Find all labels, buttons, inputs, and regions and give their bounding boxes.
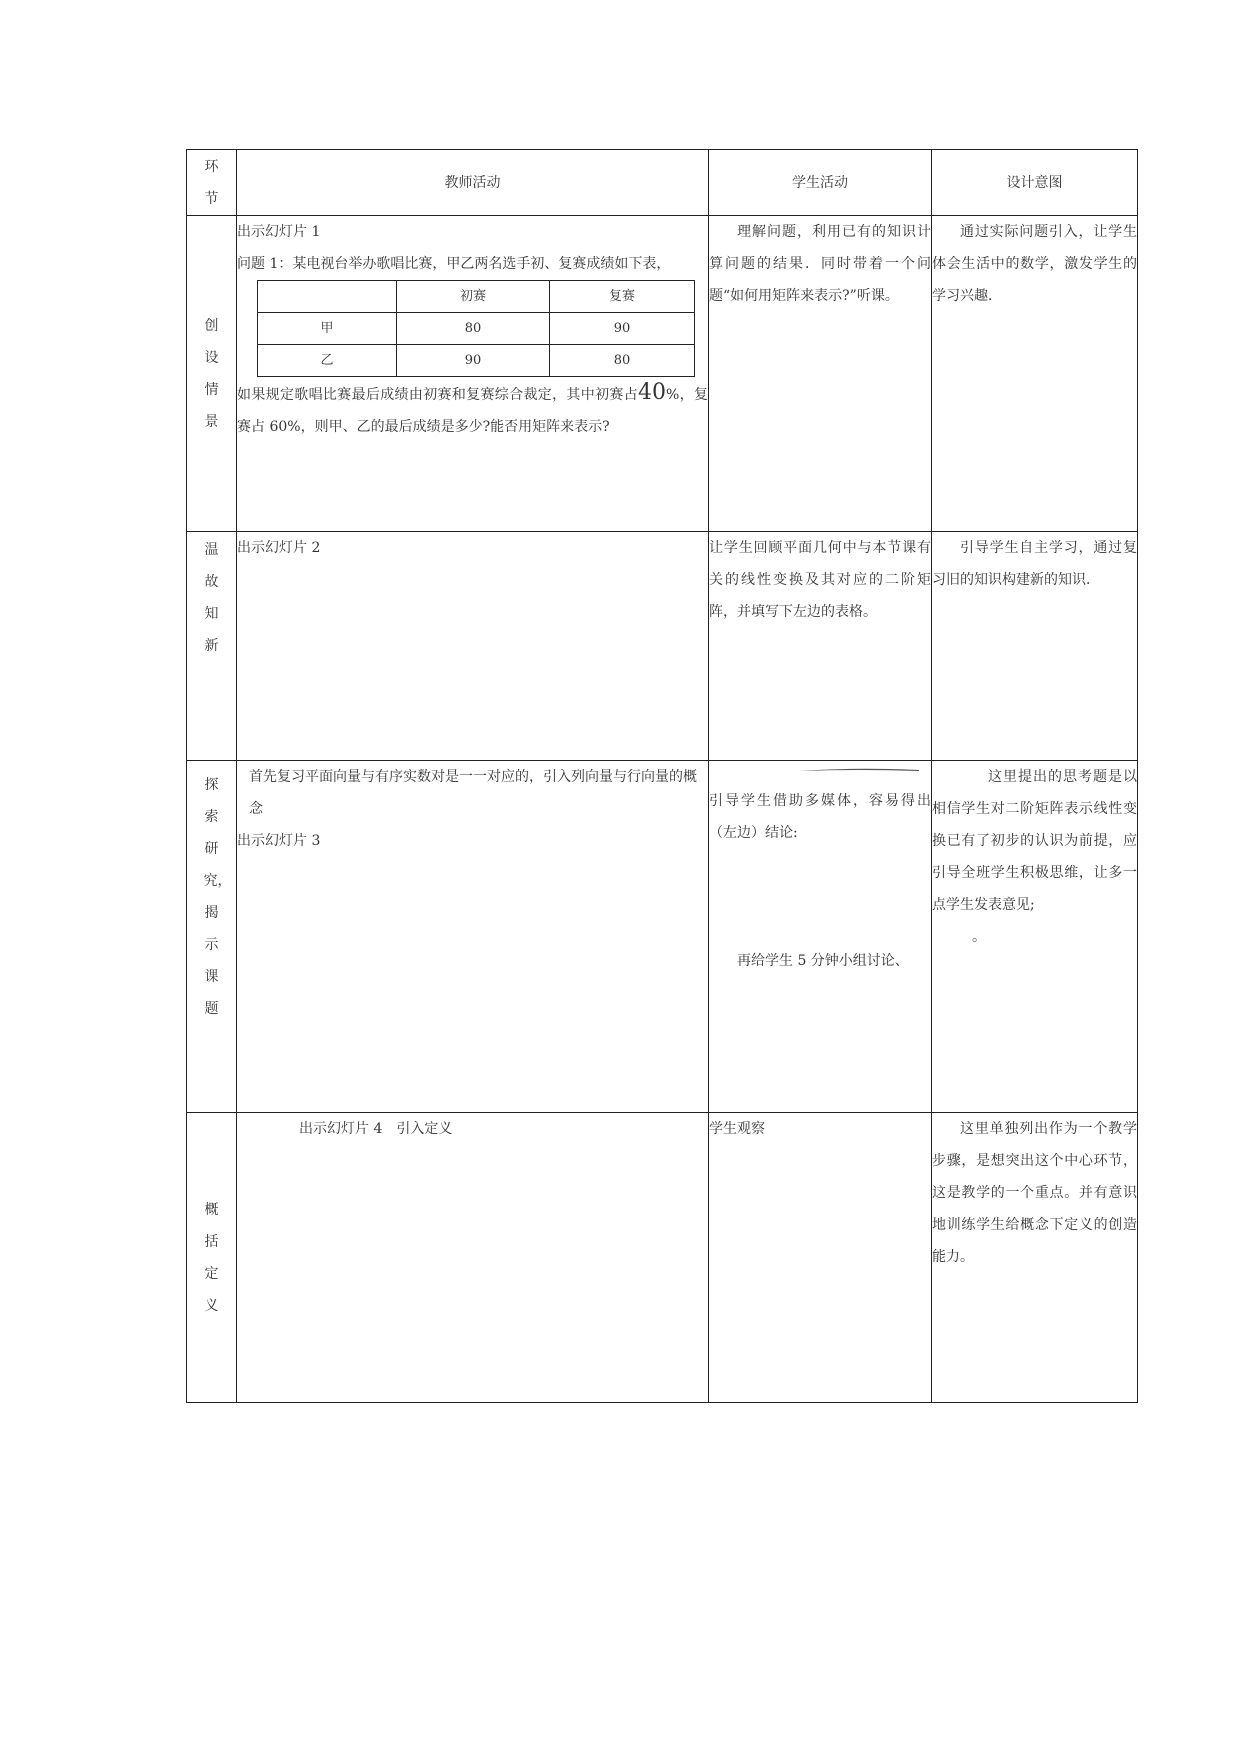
score-cell: 80 — [550, 345, 695, 377]
intent-cell — [932, 761, 1138, 1113]
student-cell: 学生观察 — [709, 1113, 932, 1403]
student-cell — [709, 761, 932, 1113]
slide-label: 出示幻灯片 4 引入定义 — [299, 1121, 453, 1137]
score-header-cell: 复赛 — [550, 281, 695, 313]
header-row — [187, 150, 1138, 216]
intent-text: 这里提出的思考题是以相信学生对二阶矩阵表示线性变换已有了初步的认识为前提，应引导全班学生积极思维，让多一点学生发表意见; — [932, 769, 1137, 913]
lesson-plan-table — [186, 149, 1138, 1403]
row-scenario — [187, 216, 1138, 532]
score-cell: 90 — [550, 313, 695, 345]
score-cell: 甲 — [258, 313, 397, 345]
score-table-header — [258, 281, 695, 313]
decorative-stroke — [799, 765, 919, 775]
student-text-a: 引导学生借助多媒体，容易得出（左边）结论: — [709, 793, 931, 841]
student-text-b: 再给学生 5 分钟小组讨论、 — [737, 953, 909, 969]
problem-text: 问题 1：某电视台举办歌唱比赛，甲乙两名选手初、复赛成绩如下表， — [237, 256, 671, 272]
slide-label: 出示幻灯片 1 — [237, 224, 321, 240]
spacer — [709, 849, 931, 945]
score-cell: 80 — [397, 313, 550, 345]
percent-number: 40 — [638, 380, 667, 405]
header-stage: 环节 — [187, 150, 237, 216]
slide-label: 出示幻灯片 2 — [237, 540, 321, 556]
score-table — [257, 280, 695, 377]
stage-cell: 创设情景 — [187, 216, 237, 532]
score-header-cell — [258, 281, 397, 313]
score-header-cell: 初赛 — [397, 281, 550, 313]
score-cell: 乙 — [258, 345, 397, 377]
teacher-cell — [237, 761, 709, 1113]
header-student: 学生活动 — [709, 150, 932, 216]
row-review — [187, 532, 1138, 761]
student-cell: 理解问题，利用已有的知识计算问题的结果．同时带着一个问题“如何用矩阵来表示?”听课。 — [709, 216, 932, 532]
rule-text: 如果规定歌唱比赛最后成绩由初赛和复赛综合裁定，其中初赛占40%，复赛占 60%，则甲、乙的最后成绩是多少?能否用矩阵来表示? — [237, 380, 708, 435]
teacher-cell — [237, 532, 709, 761]
stage-cell: 温故知新 — [187, 532, 237, 761]
intent-cell: 通过实际问题引入，让学生体会生活中的数学，激发学生的学习兴趣． — [932, 216, 1138, 532]
row-define — [187, 1113, 1138, 1403]
intent-dot: 。 — [972, 929, 986, 945]
slide-label: 出示幻灯片 3 — [237, 833, 321, 849]
intro-text: 首先复习平面向量与有序实数对是一一对应的，引入列向量与行向量的概念 — [249, 769, 697, 817]
stage-cell: 概括定义 — [187, 1113, 237, 1403]
intent-cell: 这里单独列出作为一个教学步骤，是想突出这个中心环节，这是教学的一个重点。并有意识地训练学生给概念下定义的创造能力。 — [932, 1113, 1138, 1403]
stage-cell: 探索研究，揭示课题 — [187, 761, 237, 1113]
score-table-row — [258, 345, 695, 377]
header-teacher: 教师活动 — [237, 150, 709, 216]
score-cell: 90 — [397, 345, 550, 377]
row-explore — [187, 761, 1138, 1113]
intent-cell: 引导学生自主学习，通过复习旧的知识构建新的知识． — [932, 532, 1138, 761]
student-cell: 让学生回顾平面几何中与本节课有关的线性变换及其对应的二阶矩阵，并填写下左边的表格。 — [709, 532, 932, 761]
teacher-cell — [237, 216, 709, 532]
teacher-cell — [237, 1113, 709, 1403]
score-table-row — [258, 313, 695, 345]
header-intent: 设计意图 — [932, 150, 1138, 216]
